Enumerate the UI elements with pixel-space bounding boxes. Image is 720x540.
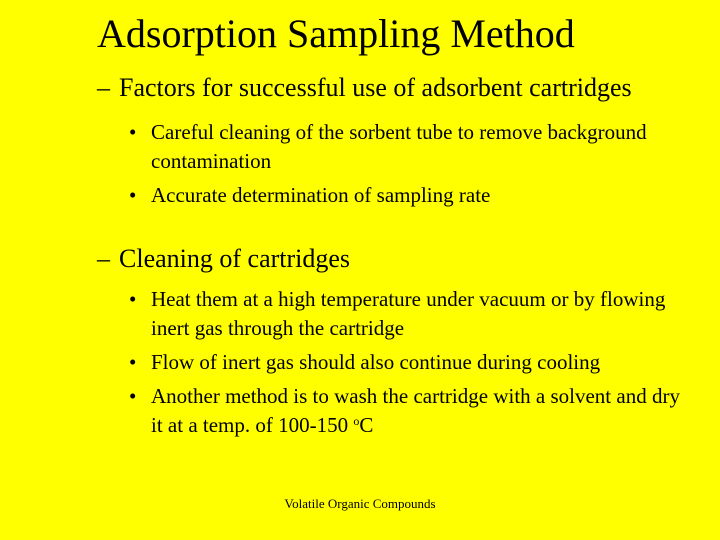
section-cleaning	[97, 243, 687, 440]
section-heading-cleaning	[97, 243, 687, 274]
bullet-icon: •	[129, 183, 137, 207]
list-item	[97, 348, 687, 377]
section-heading-factors	[97, 72, 687, 103]
temperature-unit: C	[359, 413, 374, 437]
bullet-icon: •	[129, 120, 137, 144]
slide-footer: Volatile Organic Compounds	[284, 496, 436, 511]
section-heading-text: Cleaning of cartridges	[119, 244, 351, 273]
dash-marker: –	[97, 244, 110, 273]
bullet-list-factors	[97, 118, 687, 210]
dash-marker: –	[97, 73, 110, 102]
degree-symbol: o	[353, 414, 360, 428]
section-heading-text: Factors for successful use of adsorbent cartridges	[119, 73, 632, 102]
bullet-icon: •	[129, 350, 137, 374]
list-item	[97, 181, 687, 210]
list-item	[97, 118, 687, 176]
list-item	[97, 285, 687, 343]
list-item	[97, 382, 687, 440]
bullet-text: Flow of inert gas should also continue during cooling	[151, 350, 601, 374]
bullet-text: Another method is to wash the cartridge with a solvent and dry it at a temp. of 100-150	[151, 384, 680, 437]
bullet-text: Accurate determination of sampling rate	[151, 183, 491, 207]
section-factors	[97, 72, 687, 210]
bullet-list-cleaning	[97, 285, 687, 440]
bullet-text: Careful cleaning of the sorbent tube to remove background contamination	[151, 120, 647, 173]
bullet-icon: •	[129, 287, 137, 311]
bullet-icon: •	[129, 384, 137, 408]
slide-title: Adsorption Sampling Method	[97, 11, 575, 56]
bullet-text: Heat them at a high temperature under vacuum or by flowing inert gas through the cartridge	[151, 287, 666, 340]
